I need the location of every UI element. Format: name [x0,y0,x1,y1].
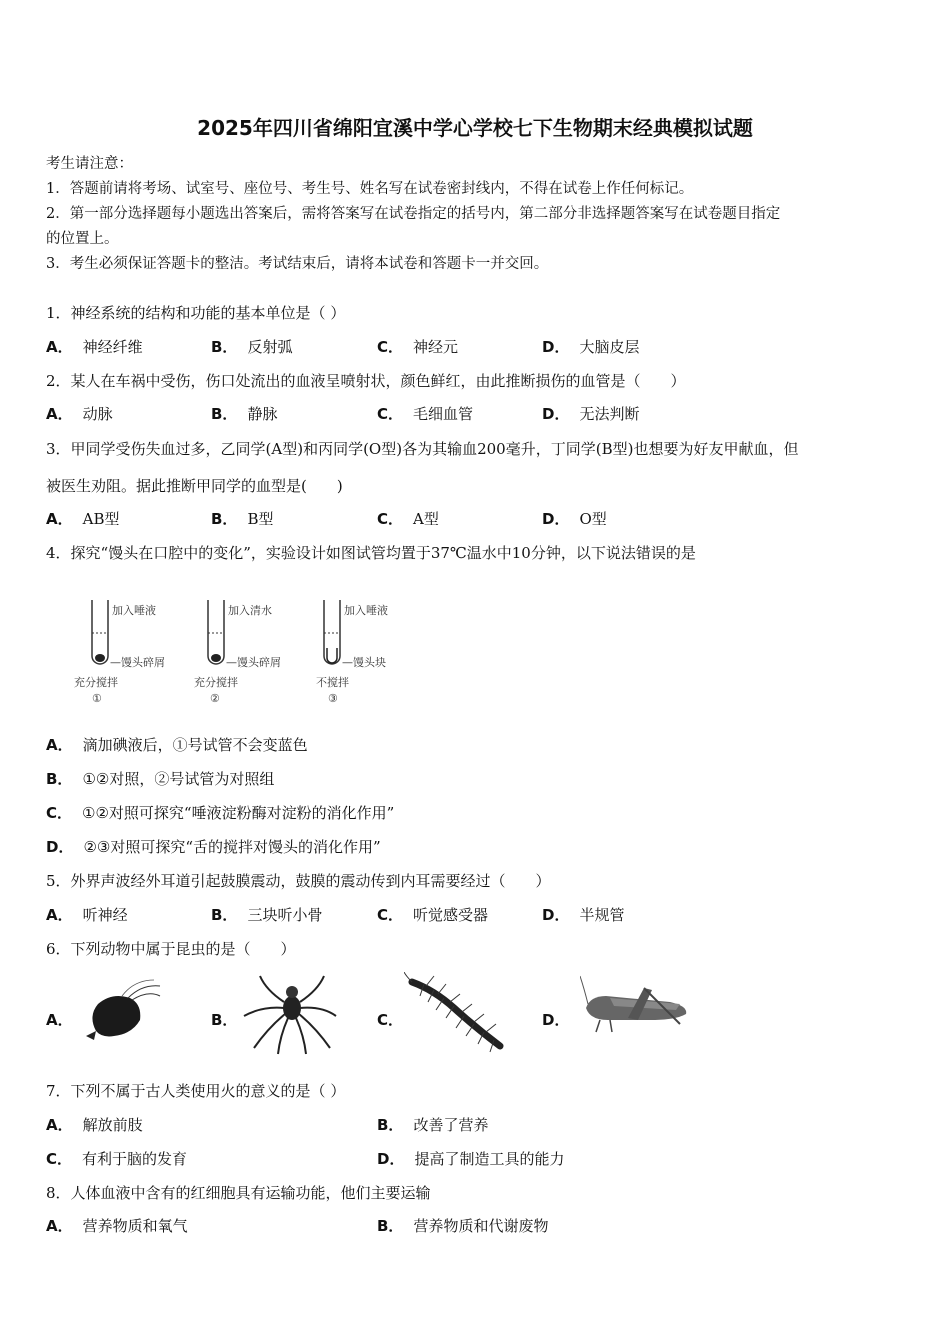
option[interactable]: C． 听觉感受器 [377,906,489,924]
option[interactable]: B． B型 [211,510,274,528]
option[interactable]: A． 动脉 [46,405,113,423]
option[interactable]: A． 神经纤维 [46,338,143,356]
grasshopper-icon [580,974,692,1038]
notice-line: 的位置上。 [46,231,119,247]
test-tube-figure [70,598,400,713]
tube-label: 不搅拌 [316,676,349,689]
option-a[interactable]: A． [46,1011,73,1029]
spider-icon [240,972,340,1056]
option[interactable]: D． O型 [542,510,607,528]
option[interactable]: A． 听神经 [46,906,128,924]
notice-line: 1．答题前请将考场、试室号、座位号、考生号、姓名写在试卷密封线内，不得在试卷上作任何标记。 [46,181,694,197]
tube-label: —馒头碎屑 [110,656,165,669]
option[interactable]: B． 静脉 [211,405,278,423]
tube-label: —馒头块 [342,656,386,669]
notice-line: 3．考生必须保证答题卡的整洁。考试结束后，请将本试卷和答题卡一并交回。 [46,256,549,272]
tube-label: 加入清水 [228,604,272,617]
option[interactable]: B． 改善了营养 [377,1116,489,1134]
centipede-icon [404,972,512,1056]
tube-number: ③ [328,692,338,705]
tube-number: ① [92,692,102,705]
option[interactable]: B． 反射弧 [211,338,293,356]
page-title: 2025年四川省绵阳宜溪中学心学校七下生物期末经典模拟试题 [197,116,753,140]
tube-label: 充分搅拌 [74,676,118,689]
tube-label: 加入唾液 [112,604,156,617]
option[interactable]: B． 三块听小骨 [211,906,323,924]
option[interactable]: D． ②③对照可探究“舌的搅拌对馒头的消化作用” [46,838,381,856]
option[interactable]: A． 滴加碘液后，①号试管不会变蓝色 [46,736,308,754]
option[interactable]: A． 营养物质和氧气 [46,1217,188,1235]
tube-label: 加入唾液 [344,604,388,617]
question-stem: 2．某人在车祸中受伤，伤口处流出的血液呈喷射状，颜色鲜红，由此推断损伤的血管是（ ） [46,372,686,390]
option[interactable]: C． 神经元 [377,338,459,356]
option[interactable]: C． A型 [377,510,439,528]
option-c[interactable]: C． [377,1011,404,1029]
tube-label: —馒头碎屑 [226,656,281,669]
notice-heading: 考生请注意： [46,156,133,172]
option[interactable]: A． AB型 [46,510,120,528]
option[interactable]: C． 毛细血管 [377,405,474,423]
notice-line: 2．第一部分选择题每小题选出答案后，需将答案写在试卷指定的括号内，第二部分非选择题答案写在试卷题目指定 [46,206,781,222]
shrimp-icon [82,976,162,1046]
option[interactable]: D． 大脑皮层 [542,338,640,356]
option[interactable]: C． ①②对照可探究“唾液淀粉酶对淀粉的消化作用” [46,804,395,822]
question-stem: 5．外界声波经外耳道引起鼓膜震动，鼓膜的震动传到内耳需要经过（ ） [46,872,551,890]
tube-label: 充分搅拌 [194,676,238,689]
option[interactable]: C． 有利于脑的发育 [46,1150,188,1168]
option[interactable]: B． 营养物质和代谢废物 [377,1217,549,1235]
question-stem: 4．探究“馒头在口腔中的变化”，实验设计如图试管均置于37℃温水中10分钟，以下说法错误的是 [46,544,696,562]
option[interactable]: D． 无法判断 [542,405,640,423]
option-b[interactable]: B． [211,1011,238,1029]
question-stem: 7．下列不属于古人类使用火的意义的是（ ） [46,1082,346,1100]
tube-number: ② [210,692,220,705]
option[interactable]: D． 半规管 [542,906,625,924]
question-stem: 8．人体血液中含有的红细胞具有运输功能，他们主要运输 [46,1184,431,1202]
option[interactable]: B． ①②对照，②号试管为对照组 [46,770,275,788]
question-stem: 6．下列动物中属于昆虫的是（ ） [46,940,296,958]
option-d[interactable]: D． [542,1011,570,1029]
question-stem-cont: 被医生劝阻。据此推断甲同学的血型是( ) [46,477,343,495]
option[interactable]: D． 提高了制造工具的能力 [377,1150,565,1168]
question-stem: 1．神经系统的结构和功能的基本单位是（ ） [46,304,346,322]
question-stem: 3．甲同学受伤失血过多，乙同学(A型)和丙同学(O型)各为其输血200毫升，丁同学(B型)也想要为好友甲献血，但 [46,440,799,458]
option[interactable]: A． 解放前肢 [46,1116,143,1134]
